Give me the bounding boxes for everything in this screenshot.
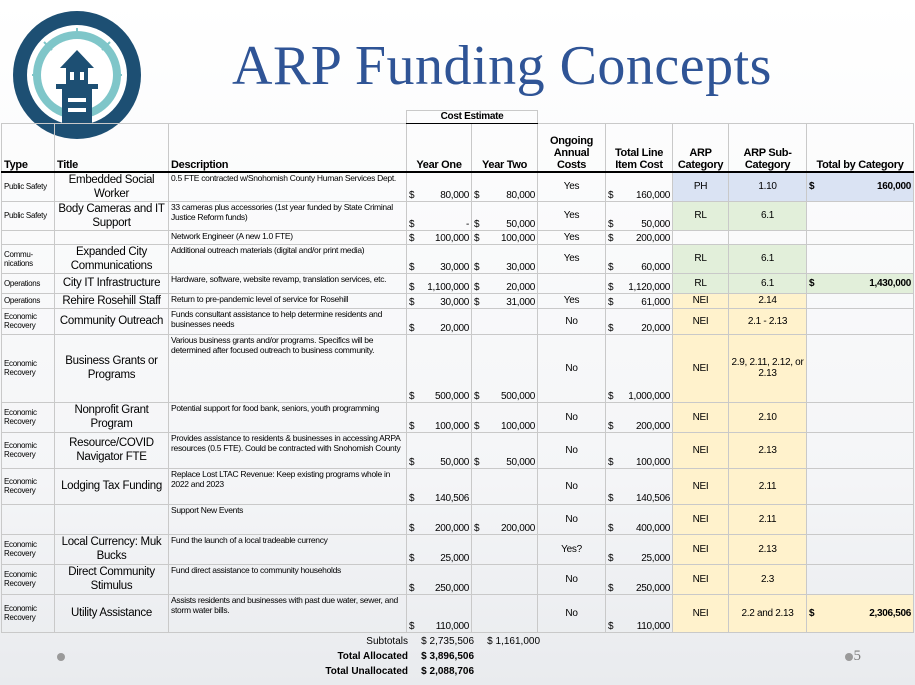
row-total-line xyxy=(606,402,673,432)
row-type: Economic Recovery xyxy=(2,308,55,334)
row-title: City IT Infrastructure xyxy=(55,273,169,293)
table-row xyxy=(2,273,914,293)
total-allocated-label: Total Allocated xyxy=(337,651,408,662)
row-year-one-value: 250,000 xyxy=(434,582,469,594)
dollar-sign: $ xyxy=(474,261,480,273)
dollar-sign: $ xyxy=(809,607,815,619)
year-one-header: Year One xyxy=(407,124,472,172)
dollar-sign: $ xyxy=(409,189,415,201)
row-arp-category: NEI xyxy=(673,308,729,334)
dollar-sign: $ xyxy=(474,296,480,308)
dollar-sign: $ xyxy=(409,552,415,564)
row-year-one xyxy=(407,201,472,230)
row-total-by-category xyxy=(807,594,914,632)
row-type: Economic Recovery xyxy=(2,534,55,564)
row-year-one xyxy=(407,230,472,244)
table-row xyxy=(2,244,914,273)
table-row xyxy=(2,534,914,564)
row-year-one xyxy=(407,172,472,202)
row-year-two-value: 500,000 xyxy=(500,390,536,402)
row-arp-sub-category xyxy=(729,230,807,244)
row-arp-sub-category: 2.11 xyxy=(729,468,807,504)
row-year-one-value: 25,000 xyxy=(440,552,469,564)
row-year-two xyxy=(472,402,538,432)
row-arp-sub-category: 2.9, 2.11, 2.12, or 2.13 xyxy=(729,334,807,402)
row-total-by-category xyxy=(807,432,914,468)
summary xyxy=(250,634,550,679)
row-total-line xyxy=(606,230,673,244)
dollar-sign: $ xyxy=(608,189,614,201)
table-row xyxy=(2,172,914,202)
row-total-line xyxy=(606,293,673,308)
total-unallocated-label: Total Unallocated xyxy=(325,666,408,677)
row-ongoing xyxy=(538,273,606,293)
dollar-sign: $ xyxy=(608,552,614,564)
year-two-header: Year Two xyxy=(472,124,538,172)
row-year-one xyxy=(407,244,472,273)
row-type: Economic Recovery xyxy=(2,594,55,632)
row-arp-category: RL xyxy=(673,244,729,273)
arp-category-header: ARP Category xyxy=(673,124,729,172)
row-year-two-value: 200,000 xyxy=(500,522,536,534)
row-year-two xyxy=(472,432,538,468)
row-title xyxy=(55,504,169,534)
row-description: Funds consultant assistance to help determine residents and businesses needs xyxy=(169,308,407,334)
row-description: Additional outreach materials (digital and/or print media) xyxy=(169,244,407,273)
row-arp-sub-category: 6.1 xyxy=(729,244,807,273)
row-total-line-value: 110,000 xyxy=(636,620,671,632)
row-title: Resource/COVID Navigator FTE xyxy=(55,432,169,468)
row-arp-category: PH xyxy=(673,172,729,202)
total-unallocated-value: $ 2,088,706 xyxy=(421,666,474,677)
row-year-two xyxy=(472,293,538,308)
row-ongoing: Yes xyxy=(538,244,606,273)
dollar-sign: $ xyxy=(474,218,480,230)
row-arp-sub-category: 2.14 xyxy=(729,293,807,308)
row-description: 0.5 FTE contracted w/Snohomish County Human Services Dept. xyxy=(169,172,407,202)
row-total-line xyxy=(606,504,673,534)
funding-table xyxy=(1,110,914,633)
table-row xyxy=(2,334,914,402)
title-header: Title xyxy=(55,124,169,172)
row-total-line xyxy=(606,201,673,230)
row-ongoing: Yes xyxy=(538,293,606,308)
dollar-sign: $ xyxy=(608,582,614,594)
row-year-one-value: 30,000 xyxy=(440,296,469,308)
row-description: Assists residents and businesses with past due water, sewer, and storm water bills. xyxy=(169,594,407,632)
row-total-line-value: 160,000 xyxy=(635,189,671,201)
row-total-by-category xyxy=(807,564,914,594)
row-year-two xyxy=(472,244,538,273)
row-title: Body Cameras and IT Support xyxy=(55,201,169,230)
dollar-sign: $ xyxy=(608,232,614,244)
dollar-sign: $ xyxy=(608,390,614,402)
row-year-one-value: 500,000 xyxy=(434,390,469,402)
row-ongoing: Yes? xyxy=(538,534,606,564)
row-total-line-value: 400,000 xyxy=(635,522,671,534)
row-total-by-category-value: 160,000 xyxy=(877,181,912,192)
row-title: Nonprofit Grant Program xyxy=(55,402,169,432)
row-type: Economic Recovery xyxy=(2,334,55,402)
dollar-sign: $ xyxy=(474,189,480,201)
row-total-by-category xyxy=(807,334,914,402)
row-title: Community Outreach xyxy=(55,308,169,334)
row-total-line xyxy=(606,534,673,564)
row-arp-sub-category: 2.13 xyxy=(729,432,807,468)
dollar-sign: $ xyxy=(474,420,480,432)
row-ongoing: No xyxy=(538,334,606,402)
row-arp-sub-category: 2.1 - 2.13 xyxy=(729,308,807,334)
row-year-two-value: 100,000 xyxy=(500,232,536,244)
dollar-sign: $ xyxy=(409,218,415,230)
row-total-by-category xyxy=(807,273,914,293)
row-year-two-value: 100,000 xyxy=(500,420,536,432)
row-title: Local Currency: Muk Bucks xyxy=(55,534,169,564)
row-description: Provides assistance to residents & businesses in accessing ARPA resources (0.5 FTE). Could be contracted with Snohomish County xyxy=(169,432,407,468)
row-arp-sub-category: 6.1 xyxy=(729,201,807,230)
row-year-two xyxy=(472,334,538,402)
row-year-two xyxy=(472,468,538,504)
row-type xyxy=(2,504,55,534)
row-arp-category: NEI xyxy=(673,564,729,594)
row-year-two xyxy=(472,230,538,244)
row-ongoing: Yes xyxy=(538,172,606,202)
row-year-two-value: 20,000 xyxy=(506,281,536,293)
dollar-sign: $ xyxy=(608,281,614,293)
row-year-two-value: 80,000 xyxy=(506,189,536,201)
table-row xyxy=(2,308,914,334)
row-year-two xyxy=(472,308,538,334)
row-title: Business Grants or Programs xyxy=(55,334,169,402)
row-arp-sub-category: 2.11 xyxy=(729,504,807,534)
row-arp-category: NEI xyxy=(673,504,729,534)
table-row xyxy=(2,468,914,504)
dollar-sign: $ xyxy=(409,582,415,594)
row-total-line xyxy=(606,594,673,632)
row-year-two xyxy=(472,594,538,632)
row-arp-category: NEI xyxy=(673,334,729,402)
table-row xyxy=(2,594,914,632)
row-total-line xyxy=(606,172,673,202)
arp-sub-category-header: ARP Sub-Category xyxy=(729,124,807,172)
row-total-by-category xyxy=(807,201,914,230)
row-ongoing: No xyxy=(538,594,606,632)
dollar-sign: $ xyxy=(409,492,415,504)
row-total-by-category xyxy=(807,244,914,273)
row-year-one xyxy=(407,402,472,432)
row-type: Public Safety xyxy=(2,201,55,230)
dollar-sign: $ xyxy=(608,296,614,308)
row-type: Economic Recovery xyxy=(2,564,55,594)
row-arp-sub-category: 2.2 and 2.13 xyxy=(729,594,807,632)
row-year-two xyxy=(472,273,538,293)
row-type: Operations xyxy=(2,293,55,308)
row-year-one xyxy=(407,564,472,594)
row-title: Utility Assistance xyxy=(55,594,169,632)
row-description: Fund direct assistance to community households xyxy=(169,564,407,594)
row-type: Commu-nications xyxy=(2,244,55,273)
dollar-sign: $ xyxy=(409,456,415,468)
dollar-sign: $ xyxy=(474,281,480,293)
row-type: Economic Recovery xyxy=(2,432,55,468)
row-title: Rehire Rosehill Staff xyxy=(55,293,169,308)
row-ongoing: No xyxy=(538,504,606,534)
table-row xyxy=(2,293,914,308)
row-total-by-category xyxy=(807,402,914,432)
row-year-one-value: 100,000 xyxy=(434,420,469,432)
dollar-sign: $ xyxy=(608,322,614,334)
dollar-sign: $ xyxy=(409,322,415,334)
row-total-line-value: 100,000 xyxy=(635,456,671,468)
row-total-line-value: 1,120,000 xyxy=(628,281,671,293)
row-ongoing: Yes xyxy=(538,201,606,230)
dollar-sign: $ xyxy=(409,420,415,432)
total-allocated-value: $ 3,896,506 xyxy=(421,651,474,662)
row-year-one-value: - xyxy=(465,218,469,230)
row-total-line-value: 60,000 xyxy=(641,261,671,273)
dollar-sign: $ xyxy=(474,232,480,244)
row-total-line xyxy=(606,308,673,334)
row-description: Network Engineer (A new 1.0 FTE) xyxy=(169,230,407,244)
row-arp-sub-category: 2.3 xyxy=(729,564,807,594)
row-year-one-value: 200,000 xyxy=(434,522,469,534)
row-year-two xyxy=(472,564,538,594)
table-row xyxy=(2,564,914,594)
row-total-line-value: 61,000 xyxy=(641,296,671,308)
row-year-one xyxy=(407,504,472,534)
ongoing-header: Ongoing Annual Costs xyxy=(538,124,606,172)
row-year-one-value: 80,000 xyxy=(440,189,469,201)
subtotal-year-two: $ 1,161,000 xyxy=(487,636,540,647)
dollar-sign: $ xyxy=(409,232,415,244)
row-year-one xyxy=(407,334,472,402)
row-total-by-category xyxy=(807,230,914,244)
dollar-sign: $ xyxy=(409,390,415,402)
table-row xyxy=(2,201,914,230)
row-year-two-value: 31,000 xyxy=(506,296,536,308)
total-line-header: Total Line Item Cost xyxy=(606,124,673,172)
row-total-line xyxy=(606,273,673,293)
row-arp-category: NEI xyxy=(673,534,729,564)
row-arp-category: RL xyxy=(673,201,729,230)
table-row xyxy=(2,432,914,468)
dollar-sign: $ xyxy=(608,218,614,230)
row-ongoing: Yes xyxy=(538,230,606,244)
row-description: Replace Lost LTAC Revenue: Keep existing programs whole in 2022 and 2023 xyxy=(169,468,407,504)
page-title: ARP Funding Concepts xyxy=(232,35,772,97)
row-year-two-value: 50,000 xyxy=(506,456,536,468)
row-year-one-value: 20,000 xyxy=(440,322,469,334)
row-year-one xyxy=(407,534,472,564)
row-type: Operations xyxy=(2,273,55,293)
row-year-one xyxy=(407,308,472,334)
row-year-one-value: 1,100,000 xyxy=(427,281,469,293)
dollar-sign: $ xyxy=(474,456,480,468)
row-total-line-value: 1,000,000 xyxy=(628,390,671,402)
row-year-two-value: 50,000 xyxy=(506,218,536,230)
row-ongoing: No xyxy=(538,402,606,432)
row-total-by-category xyxy=(807,308,914,334)
dollar-sign: $ xyxy=(409,261,415,273)
table-row xyxy=(2,504,914,534)
row-arp-category: RL xyxy=(673,273,729,293)
dollar-sign: $ xyxy=(608,492,614,504)
row-arp-sub-category: 1.10 xyxy=(729,172,807,202)
row-description: Fund the launch of a local tradeable currency xyxy=(169,534,407,564)
row-year-one-value: 30,000 xyxy=(440,261,469,273)
row-year-two xyxy=(472,172,538,202)
row-total-by-category-value: 1,430,000 xyxy=(869,277,912,289)
total-by-category-header: Total by Category xyxy=(807,124,914,172)
row-description: 33 cameras plus accessories (1st year funded by State Criminal Justice Reform funds) xyxy=(169,201,407,230)
dollar-sign: $ xyxy=(608,456,614,468)
row-year-one xyxy=(407,293,472,308)
row-total-line xyxy=(606,468,673,504)
row-title: Lodging Tax Funding xyxy=(55,468,169,504)
row-total-line-value: 25,000 xyxy=(641,552,671,564)
row-title: Expanded City Communications xyxy=(55,244,169,273)
dollar-sign: $ xyxy=(608,620,614,632)
row-total-by-category xyxy=(807,293,914,308)
row-year-one-value: 110,000 xyxy=(435,620,469,632)
row-type: Public Safety xyxy=(2,172,55,202)
right-bullet-dot xyxy=(845,653,853,661)
row-ongoing: No xyxy=(538,468,606,504)
row-year-one-value: 50,000 xyxy=(440,456,469,468)
dollar-sign: $ xyxy=(809,181,815,192)
row-title xyxy=(55,230,169,244)
row-total-line-value: 140,506 xyxy=(635,492,671,504)
row-description: Various business grants and/or programs. Specifics will be determined after focused outreach to business community. xyxy=(169,334,407,402)
subtotal-year-one: $ 2,735,506 xyxy=(421,636,474,647)
row-total-line xyxy=(606,244,673,273)
row-type: Economic Recovery xyxy=(2,402,55,432)
dollar-sign: $ xyxy=(409,620,415,632)
page-number: 5 xyxy=(853,648,861,664)
dollar-sign: $ xyxy=(608,522,614,534)
row-year-two-value: 30,000 xyxy=(506,261,536,273)
row-total-line-value: 250,000 xyxy=(635,582,671,594)
row-year-one xyxy=(407,468,472,504)
row-year-one-value: 140,506 xyxy=(434,492,469,504)
row-year-two xyxy=(472,201,538,230)
row-arp-sub-category: 2.10 xyxy=(729,402,807,432)
row-year-one xyxy=(407,432,472,468)
row-year-one-value: 100,000 xyxy=(434,232,469,244)
row-year-one xyxy=(407,273,472,293)
description-header: Description xyxy=(169,124,407,172)
dollar-sign: $ xyxy=(409,281,415,293)
row-ongoing: No xyxy=(538,432,606,468)
row-total-by-category xyxy=(807,172,914,202)
row-arp-category: NEI xyxy=(673,402,729,432)
dollar-sign: $ xyxy=(608,420,614,432)
row-total-line-value: 200,000 xyxy=(635,232,671,244)
row-description: Return to pre-pandemic level of service for Rosehill xyxy=(169,293,407,308)
row-total-by-category xyxy=(807,534,914,564)
row-total-line-value: 50,000 xyxy=(641,218,671,230)
row-year-two xyxy=(472,534,538,564)
row-arp-category: NEI xyxy=(673,293,729,308)
row-total-line xyxy=(606,334,673,402)
row-total-line-value: 20,000 xyxy=(641,322,671,334)
row-total-by-category-value: 2,306,506 xyxy=(869,607,912,619)
row-description: Support New Events xyxy=(169,504,407,534)
row-year-one xyxy=(407,594,472,632)
dollar-sign: $ xyxy=(409,522,415,534)
row-title: Direct Community Stimulus xyxy=(55,564,169,594)
row-total-line xyxy=(606,432,673,468)
row-description: Potential support for food bank, seniors, youth programming xyxy=(169,402,407,432)
row-type: Economic Recovery xyxy=(2,468,55,504)
dollar-sign: $ xyxy=(474,522,480,534)
dollar-sign: $ xyxy=(409,296,415,308)
row-arp-category xyxy=(673,230,729,244)
subtotals-label: Subtotals xyxy=(366,636,408,647)
row-title: Embedded Social Worker xyxy=(55,172,169,202)
row-arp-category: NEI xyxy=(673,468,729,504)
table-row xyxy=(2,402,914,432)
row-description: Hardware, software, website revamp, translation services, etc. xyxy=(169,273,407,293)
row-total-by-category xyxy=(807,468,914,504)
row-total-line-value: 200,000 xyxy=(635,420,671,432)
row-ongoing: No xyxy=(538,308,606,334)
row-arp-category: NEI xyxy=(673,432,729,468)
dollar-sign: $ xyxy=(809,277,815,289)
dollar-sign: $ xyxy=(474,390,480,402)
cost-estimate-header: Cost Estimate xyxy=(407,111,538,124)
row-arp-category: NEI xyxy=(673,594,729,632)
row-arp-sub-category: 2.13 xyxy=(729,534,807,564)
left-bullet-dot xyxy=(57,653,65,661)
row-total-line xyxy=(606,564,673,594)
row-arp-sub-category: 6.1 xyxy=(729,273,807,293)
row-ongoing: No xyxy=(538,564,606,594)
row-year-two xyxy=(472,504,538,534)
row-total-by-category xyxy=(807,504,914,534)
type-header: Type xyxy=(2,124,55,172)
dollar-sign: $ xyxy=(608,261,614,273)
row-type xyxy=(2,230,55,244)
table-row xyxy=(2,230,914,244)
